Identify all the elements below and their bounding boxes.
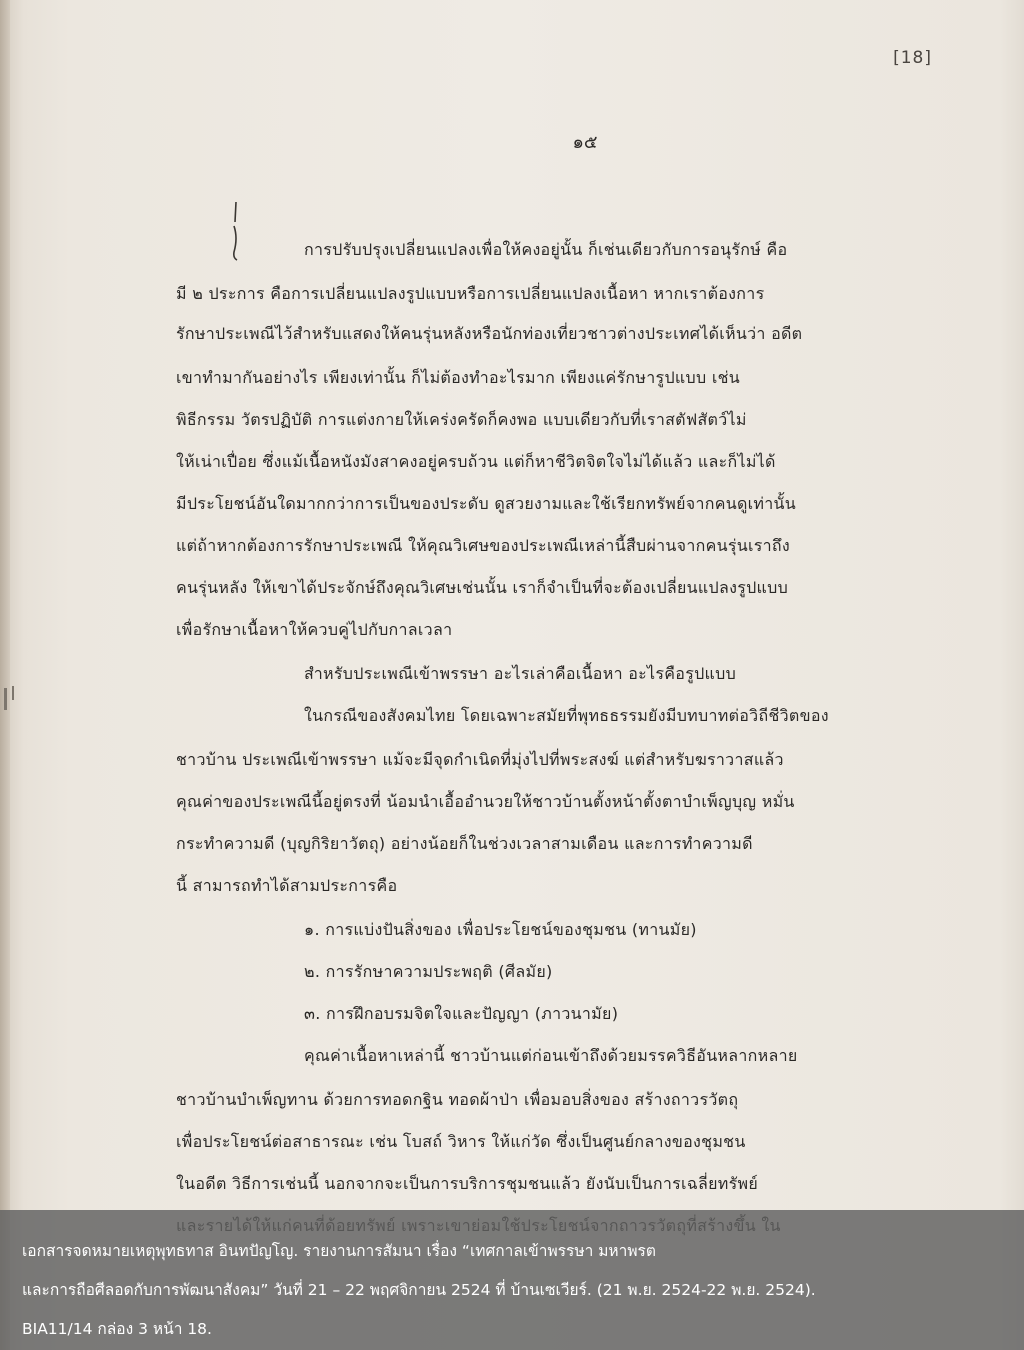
text-line: คุณค่าเนื้อหาเหล่านี้ ชาวบ้านแต่ก่อนเข้าถึงด้วยมรรควิธีอันหลากหลาย	[304, 1046, 798, 1065]
text-line: การปรับปรุงเปลี่ยนแปลงเพื่อให้คงอยู่นั้น ก็เช่นเดียวกับการอนุรักษ์ คือ	[304, 240, 788, 259]
text-line: มีประโยชน์อันใดมากกว่าการเป็นของประดับ ดูสวยงามและใช้เรียกทรัพย์จากคนดูเท่านั้น	[176, 494, 797, 513]
binding-mark	[4, 688, 7, 710]
text-line: มี ๒ ประการ คือการเปลี่ยนแปลงรูปแบบหรือการเปลี่ยนแปลงเนื้อหา หากเราต้องการ	[176, 284, 765, 303]
text-line: คุณค่าของประเพณีนี้อยู่ตรงที่ น้อมนำเอื้ออำนวยให้ชาวบ้านตั้งหน้าตั้งตาบำเพ็ญบุญ หมั่น	[176, 792, 795, 811]
list-item: ๓. การฝึกอบรมจิตใจและปัญญา (ภาวนามัย)	[304, 1004, 619, 1023]
text-line: ให้เน่าเปื่อย ซึ่งแม้เนื้อหนังมังสาคงอยู่ครบถ้วน แต่ก็หาชีวิตจิตใจไม่ได้แล้ว และก็ไม่ได้	[176, 452, 776, 471]
binding-mark	[12, 686, 14, 700]
text-line: นี้ สามารถทำได้สามประการคือ	[176, 876, 398, 895]
caption-line: BIA11/14 กล่อง 3 หน้า 18.	[22, 1320, 212, 1338]
text-line: แต่ถ้าหากต้องการรักษาประเพณี ให้คุณวิเศษของประเพณีเหล่านี้สืบผ่านจากคนรุ่นเราถึง	[176, 536, 791, 555]
text-line: คนรุ่นหลัง ให้เขาได้ประจักษ์ถึงคุณวิเศษเช่นนั้น เราก็จำเป็นที่จะต้องเปลี่ยนแปลงรูปแบบ	[176, 578, 789, 597]
caption-line: และการถือศีลอดกับการพัฒนาสังคม” วันที่ 21 – 22 พฤศจิกายน 2524 ที่ บ้านเซเวียร์. (21 พ.ย. 2524-22 พ.ย. 2524).	[22, 1281, 816, 1299]
text-line: ชาวบ้าน ประเพณีเข้าพรรษา แม้จะมีจุดกำเนิดที่มุ่งไปที่พระสงฆ์ แต่สำหรับฆราวาสแล้ว	[176, 750, 784, 769]
list-item: ๑. การแบ่งปันสิ่งของ เพื่อประโยชน์ของชุมชน (ทานมัย)	[304, 920, 697, 939]
text-line: กระทำความดี (บุญกิริยาวัตถุ) อย่างน้อยก็ในช่วงเวลาสามเดือน และการทำความดี	[176, 834, 753, 853]
archive-caption	[0, 1210, 1024, 1350]
pen-mark	[224, 200, 248, 264]
caption-line: เอกสารจดหมายเหตุพุทธทาส อินทปัญโญ. รายงานการสัมนา เรื่อง “เทศกาลเข้าพรรษา มหาพรต	[22, 1242, 656, 1260]
archive-page-number: [18]	[893, 48, 932, 68]
book-binding-edge	[0, 0, 10, 1350]
list-item: ๒. การรักษาความประพฤติ (ศีลมัย)	[304, 962, 553, 981]
text-line: สำหรับประเพณีเข้าพรรษา อะไรเล่าคือเนื้อหา อะไรคือรูปแบบ	[304, 664, 737, 683]
text-line: ชาวบ้านบำเพ็ญทาน ด้วยการทอดกฐิน ทอดผ้าป่า เพื่อมอบสิ่งของ สร้างถาวรวัตถุ	[176, 1090, 739, 1109]
text-line: เขาทำมากันอย่างไร เพียงเท่านั้น ก็ไม่ต้องทำอะไรมาก เพียงแค่รักษารูปแบบ เช่น	[176, 368, 740, 387]
text-line: พิธีกรรม วัตรปฏิบัติ การแต่งกายให้เคร่งครัดก็คงพอ แบบเดียวกับที่เราสตัฟสัตว์ไม่	[176, 410, 747, 429]
page-number: ๑๕	[572, 132, 598, 153]
text-line: รักษาประเพณีไว้สำหรับแสดงให้คนรุ่นหลังหรือนักท่องเที่ยวชาวต่างประเทศได้เห็นว่า อดีต	[176, 324, 803, 343]
text-line: เพื่อรักษาเนื้อหาให้ควบคู่ไปกับกาลเวลา	[176, 620, 453, 639]
text-line: ในกรณีของสังคมไทย โดยเฉพาะสมัยที่พุทธธรรมยังมีบทบาทต่อวิถีชีวิตของ	[304, 706, 829, 725]
text-line: ในอดีต วิธีการเช่นนี้ นอกจากจะเป็นการบริการชุมชนแล้ว ยังนับเป็นการเฉลี่ยทรัพย์	[176, 1174, 759, 1193]
text-line: เพื่อประโยชน์ต่อสาธารณะ เช่น โบสถ์ วิหาร ให้แก่วัด ซึ่งเป็นศูนย์กลางของชุมชน	[176, 1132, 746, 1151]
